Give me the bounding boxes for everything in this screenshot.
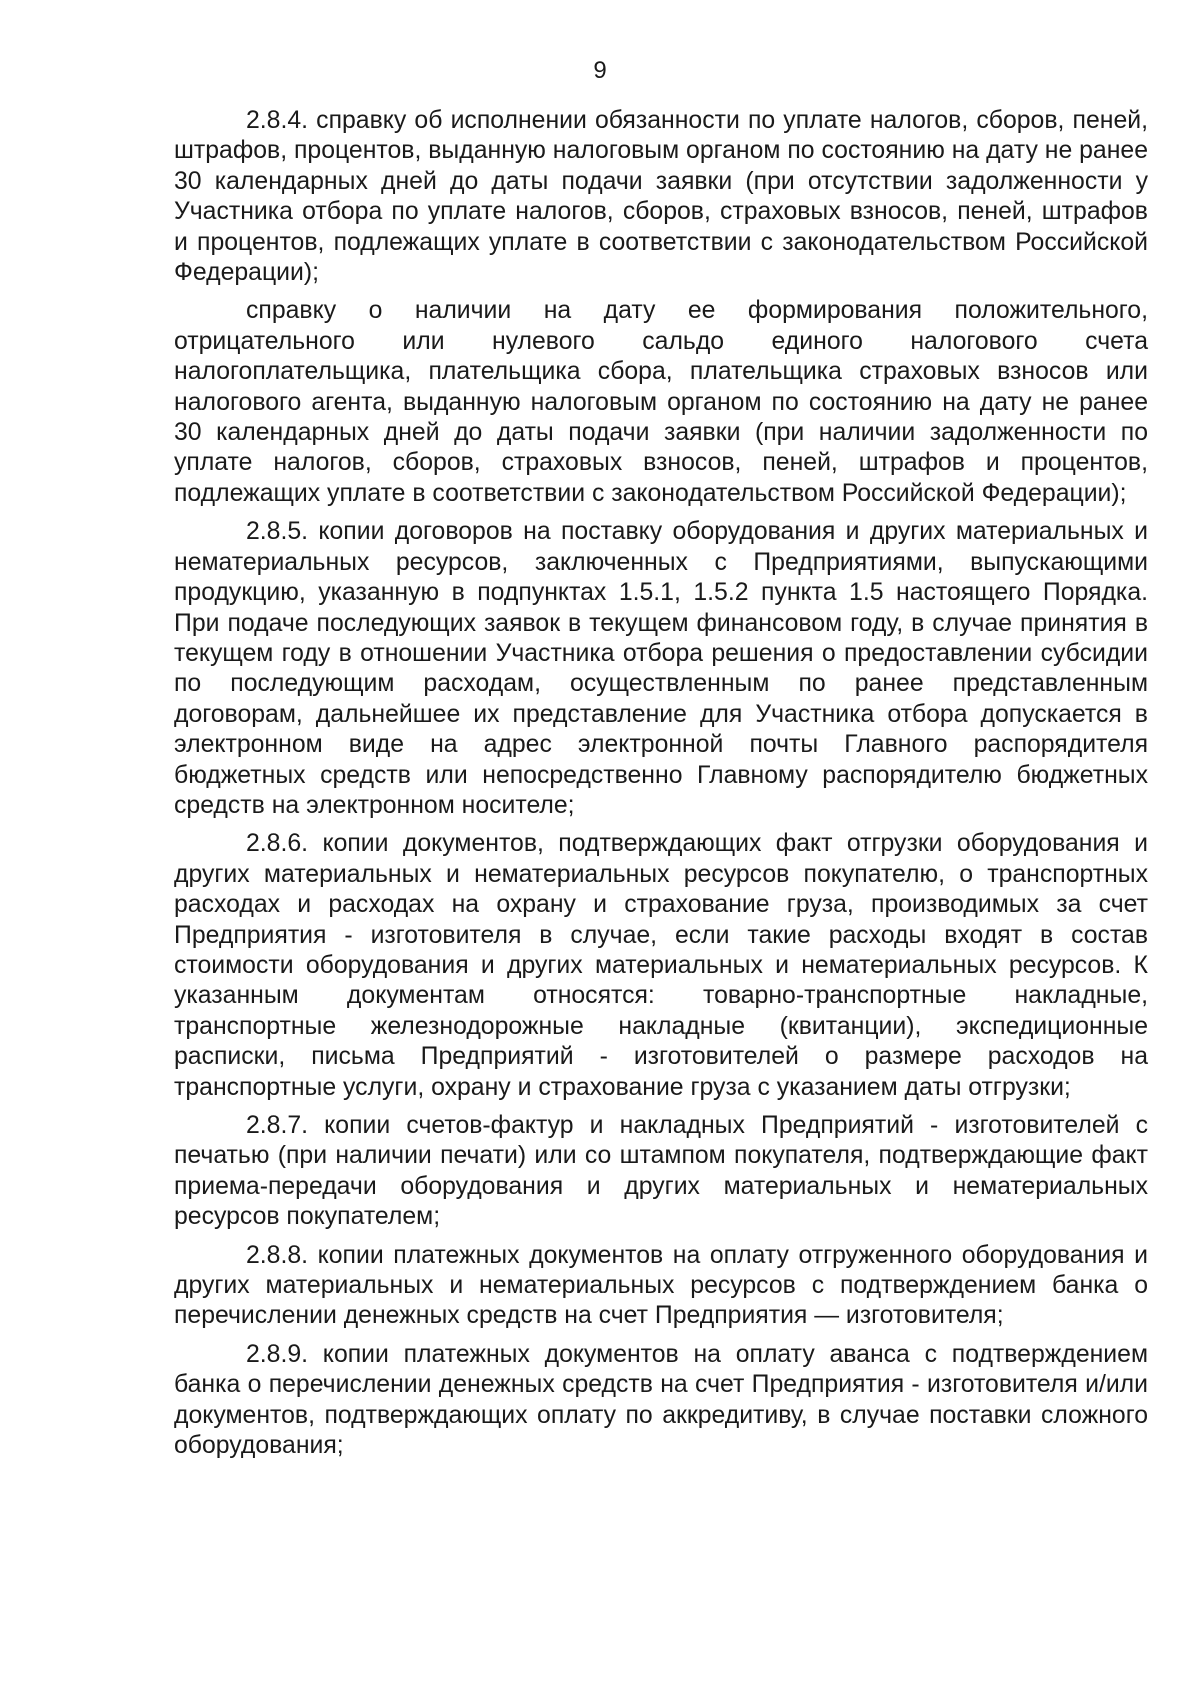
paragraph-balance-certificate: справку о наличии на дату ее формирования положительного, отрицательного или нулевого сальдо единого налогового счета налогоплательщика, плательщика сбора, плательщика страховых взносов или налогового агента, выданную налоговым органом по состоянию на дату не ранее 30 календарных дней до даты подачи заявки (при наличии задолженности по уплате налогов, сборов, страховых взносов, пеней, штрафов и процентов, подлежащих уплате в соответствии с законодательством Российской Федерации);: [174, 297, 1148, 507]
paragraph-2-8-5: 2.8.5. копии договоров на поставку оборудования и других материальных и нематериальных ресурсов, заключенных с Предприятиями, выпускающими продукцию, указанную в подпунктах 1.5.1, 1.5.2 пункта 1.5 настоящего Порядка. При подаче последующих заявок в текущем финансовом году, в случае принятия в текущем году в отношении Участника отбора решения о предоставлении субсидии по последующим расходам, осуществленным по ранее представленным договорам, дальнейшее их представление для Участника отбора допускается в электронном виде на адрес электронной почты Главного распорядителя бюджетных средств или непосредственно Главному распорядителю бюджетных средств на электронном носителе;: [174, 518, 1148, 819]
paragraph-2-8-6: 2.8.6. копии документов, подтверждающих факт отгрузки оборудования и других материальных и нематериальных ресурсов покупателю, о транспортных расходах и расходах на охрану и страхование груза, производимых за счет Предприятия - изготовителя в случае, если такие расходы входят в состав стоимости оборудования и других материальных и нематериальных ресурсов. К указанным документам относятся: товарно-транспортные накладные, транспортные железнодорожные накладные (квитанции), экспедиционные расписки, письма Предприятий - изготовителей о размере расходов на транспортные услуги, охрану и страхование груза с указанием даты отгрузки;: [174, 830, 1148, 1101]
paragraph-2-8-7: 2.8.7. копии счетов-фактур и накладных Предприятий - изготовителей с печатью (при наличии печати) или со штампом покупателя, подтверждающие факт приема-передачи оборудования и других материальных и нематериальных ресурсов покупателем;: [174, 1112, 1148, 1231]
document-body: [174, 106, 1148, 1469]
paragraph-2-8-8: 2.8.8. копии платежных документов на оплату отгруженного оборудования и других материальных и нематериальных ресурсов с подтверждением банка о перечислении денежных средств на счет Предприятия — изготовителя;: [174, 1241, 1148, 1330]
page-number: 9: [593, 57, 607, 84]
paragraph-2-8-9: 2.8.9. копии платежных документов на оплату аванса с подтверждением банка о перечислении денежных средств на счет Предприятия - изготовителя и/или документов, подтверждающих оплату по аккредитиву, в случае поставки сложного оборудования;: [174, 1340, 1148, 1460]
paragraph-2-8-4: 2.8.4. справку об исполнении обязанности по уплате налогов, сборов, пеней, штрафов, процентов, выданную налоговым органом по состоянию на дату не ранее 30 календарных дней до даты подачи заявки (при отсутствии задолженности у Участника отбора по уплате налогов, сборов, страховых взносов, пеней, штрафов и процентов, подлежащих уплате в соответствии с законодательством Российской Федерации);: [174, 107, 1148, 287]
